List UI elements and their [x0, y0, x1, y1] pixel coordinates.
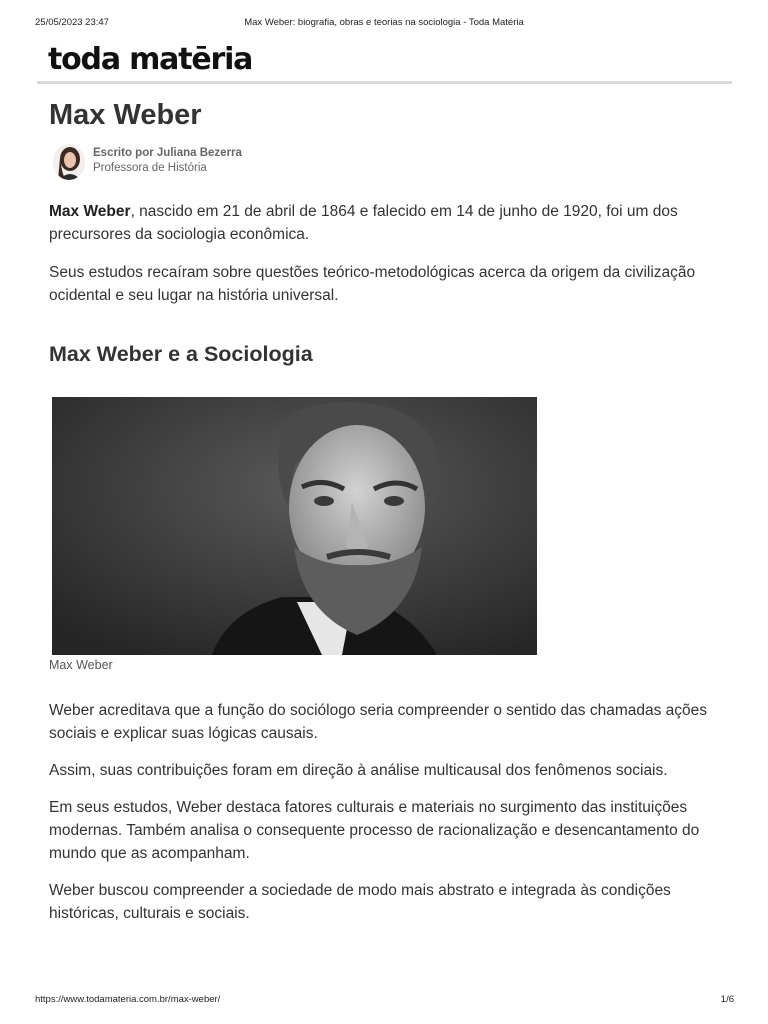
page-number: 1/6 [720, 994, 734, 1005]
print-datetime: 25/05/2023 23:47 [35, 17, 109, 28]
print-footer [0, 994, 768, 1008]
paragraph-6: Weber buscou compreender a sociedade de modo mais abstrato e integrada às condições históricas, culturais e sociais. [49, 882, 671, 922]
article-title: Max Weber [49, 99, 202, 131]
image-caption: Max Weber [49, 658, 113, 672]
header-divider [37, 81, 732, 84]
section-heading: Max Weber e a Sociologia [49, 342, 313, 366]
author-role: Professora de História [93, 162, 207, 174]
portrait-image [52, 397, 537, 655]
paragraph-4: Assim, suas contribuições foram em direção à análise multicausal dos fenômenos sociais. [49, 762, 668, 779]
intro-paragraph [49, 200, 729, 246]
paragraph-3: Weber acreditava que a função do sociólogo seria compreender o sentido das chamadas ações sociais e explicar suas lógicas causais. [49, 702, 708, 742]
intro-text: , nascido em 21 de abril de 1864 e falecido em 14 de junho de 1920, foi um dos precursores da sociologia econômica. [49, 203, 678, 243]
intro-name: Max Weber [49, 203, 131, 220]
author-name[interactable]: Escrito por Juliana Bezerra [93, 147, 242, 159]
paragraph-5: Em seus estudos, Weber destaca fatores culturais e materiais no surgimento das instituições modernas. Também analisa o consequente processo de racionalização e desencantamento do mundo que as acompanham. [49, 799, 700, 862]
print-header [0, 17, 768, 31]
page-url[interactable]: https://www.todamateria.com.br/max-weber/ [35, 994, 221, 1005]
site-logo[interactable]: toda matēria [48, 42, 253, 77]
print-page-title: Max Weber: biografia, obras e teorias na sociologia - Toda Matéria [244, 17, 524, 28]
author-avatar[interactable] [53, 144, 85, 180]
paragraph-2: Seus estudos recaíram sobre questões teórico-metodológicas acerca da origem da civilização ocidental e seu lugar na história universal. [49, 264, 696, 304]
author-block [50, 143, 450, 183]
